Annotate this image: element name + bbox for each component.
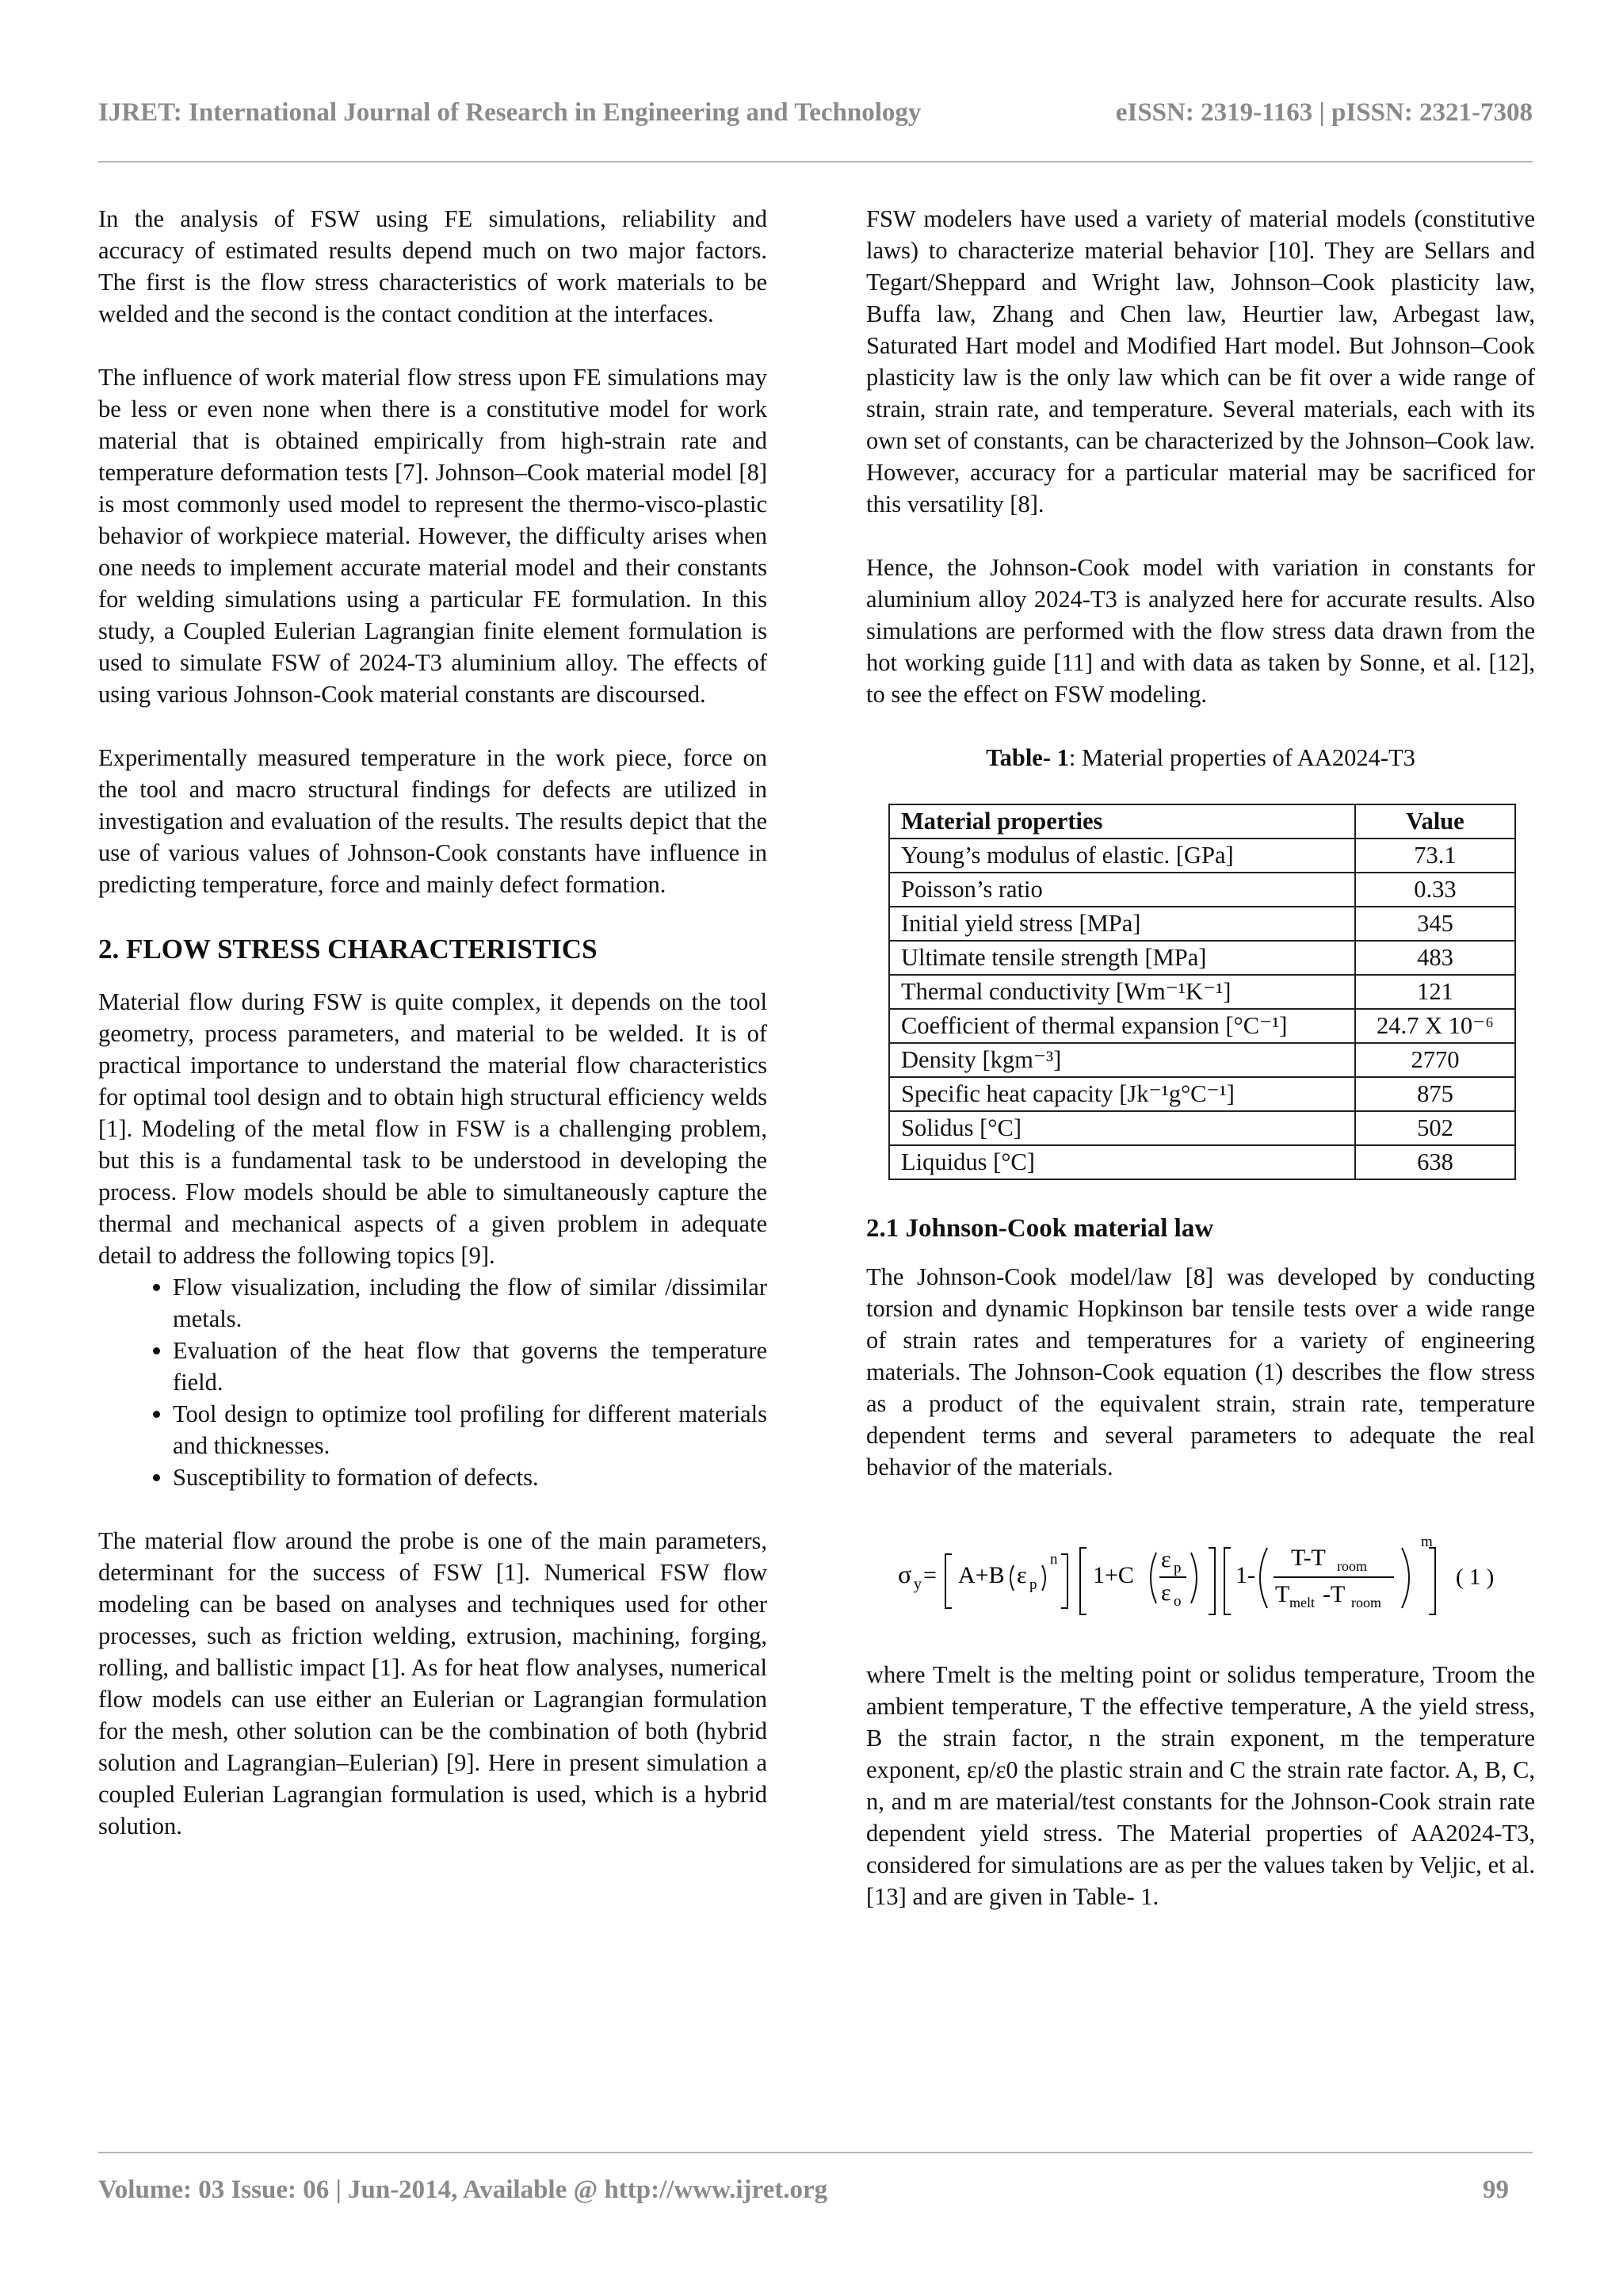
property-value: 73.1 — [1355, 839, 1515, 873]
list-item: • Susceptibility to formation of defects. — [173, 1461, 767, 1493]
equation-graphic — [866, 1515, 1535, 1626]
header-value: Value — [1355, 804, 1515, 839]
eq-eps-den-sub: o — [1174, 1593, 1182, 1610]
eq-t-minus: T-T — [1291, 1545, 1326, 1571]
table-header-row — [889, 804, 1515, 839]
eq-minus-t: -T — [1323, 1581, 1346, 1607]
intro-paragraph-3: Experimentally measured temperature in the work piece, force on the tool and macro structural findings for defects are utilized in investigation and evaluation of the results. The results depict that the use of various values of Johnson-Cook constants have influence in predicting temperature, force and mainly defect formation. — [98, 744, 767, 898]
probe-paragraph: The material flow around the probe is one of the main parameters, determinant for the success of FSW [1]. Numerical FSW flow modeling can be based on analyses and techniques used for other processes, such as friction welding, extrusion, machining, forging, rolling, and ballistic impact [1]. As for heat flow analyses, numerical flow models can use either an Eulerian or Lagrangian formulation for the mesh, other solution can be the combination of both (hybrid solution and Lagrangian–Eulerian) [9]. Here in present simulation a coupled Eulerian Lagrangian formulation is used, which is a hybrid solution. — [98, 1527, 767, 1839]
eq-one-minus: 1- — [1235, 1562, 1255, 1588]
right-column — [866, 203, 1535, 1944]
eq-bracket — [1080, 1548, 1086, 1614]
table-row — [889, 1043, 1515, 1077]
eq-eps-num-sub: p — [1174, 1560, 1182, 1576]
eq-paren — [1010, 1565, 1014, 1591]
eq-room-den: room — [1351, 1595, 1381, 1610]
property-value: 638 — [1355, 1145, 1515, 1179]
eq-eps-p-sub: p — [1029, 1576, 1037, 1593]
property-name: Poisson’s ratio — [889, 873, 1355, 907]
property-name: Liquidus [°C] — [889, 1145, 1355, 1179]
property-value: 502 — [1355, 1111, 1515, 1145]
intro-paragraph-2: The influence of work material flow stress upon FE simulations may be less or even none when there is a constitutive model for work material that is obtained empirically from high-strain rate and temperature deformation tests [7]. Johnson–Cook material model [8] is most commonly used model to represent the thermo-visco-plastic behavior of workpiece material. However, the difficulty arises when one needs to implement accurate material model and their constants for welding simulations using a particular FE formulation. In this study, a Coupled Eulerian Lagrangian finite element formulation is used to simulate FSW of 2024-T3 aluminium alloy. The effects of using various Johnson-Cook material constants are discoursed. — [98, 364, 767, 708]
journal-title: IJRET: International Journal of Research in Engineering and Technology — [98, 98, 922, 127]
subsection-heading: 2.1 Johnson-Cook material law — [866, 1214, 1214, 1243]
table-caption-label: Table- 1 — [986, 744, 1069, 771]
eq-paren — [1151, 1553, 1156, 1603]
eq-number: ( 1 ) — [1456, 1564, 1495, 1590]
property-value: 875 — [1355, 1077, 1515, 1111]
table-row — [889, 907, 1515, 941]
eq-sigma: σ — [898, 1560, 912, 1588]
property-name: Young’s modulus of elastic. [GPa] — [889, 839, 1355, 873]
models-paragraph: FSW modelers have used a variety of material models (constitutive laws) to characterize material behavior [10]. They are Sellars and Tegart/Sheppard and Wright law, Johnson–Cook plasticity law, Buffa law, Zhang and Chen law, Heurtier law, Arbegast law, Saturated Hart model and Modified Hart model. But Johnson–Cook plasticity law is the only law which can be fit over a wide range of strain, strain rate, and temperature. Several materials, each with its own set of constants, can be characterized by the Johnson–Cook law. However, accuracy for a particular material may be sacrificed for this versatility [8]. — [866, 205, 1535, 518]
material-properties-table — [888, 804, 1516, 1180]
eq-eps-p: ε — [1017, 1562, 1027, 1588]
volume-info: Volume: 03 Issue: 06 | Jun-2014, Available @ http://www.ijret.org — [98, 2176, 828, 2204]
footer-rule — [98, 2152, 1533, 2153]
property-value: 2770 — [1355, 1043, 1515, 1077]
eq-bracket — [1061, 1554, 1067, 1608]
property-value: 483 — [1355, 941, 1515, 975]
left-column — [98, 203, 767, 1874]
eq-paren — [1042, 1565, 1045, 1591]
page-header — [98, 98, 1533, 136]
eq-room-num: room — [1337, 1558, 1367, 1574]
property-name: Thermal conductivity [Wm⁻¹K⁻¹] — [889, 975, 1355, 1009]
eq-paren — [1191, 1553, 1197, 1603]
list-item: • Evaluation of the heat flow that governs the temperature field. — [173, 1335, 767, 1398]
eq-paren — [1260, 1548, 1267, 1608]
intro-paragraph-1: In the analysis of FSW using FE simulations, reliability and accuracy of estimated results depend much on two major factors. The first is the flow stress characteristics of work materials to be welded and the second is the contact condition at the interfaces. — [98, 205, 767, 327]
property-name: Density [kgm⁻³] — [889, 1043, 1355, 1077]
table-row — [889, 975, 1515, 1009]
johnson-cook-equation — [866, 1515, 1535, 1626]
eq-bracket — [945, 1554, 952, 1608]
eq-bracket — [1209, 1548, 1215, 1614]
eq-exp-m: m — [1421, 1534, 1433, 1550]
eq-t-den: T — [1275, 1581, 1290, 1607]
section-heading: 2. FLOW STRESS CHARACTERISTICS — [98, 934, 598, 965]
property-name: Initial yield stress [MPa] — [889, 907, 1355, 941]
table-row — [889, 1111, 1515, 1145]
page-number: 99 — [1483, 2176, 1509, 2204]
eq-a-plus-b: A+B — [958, 1562, 1005, 1588]
header-rule — [98, 161, 1533, 162]
table-row — [889, 839, 1515, 873]
eq-sigma-sub: y — [914, 1576, 922, 1593]
table-row — [889, 1009, 1515, 1043]
list-item: • Flow visualization, including the flow of similar /dissimilar metals. — [173, 1271, 767, 1335]
property-value: 345 — [1355, 907, 1515, 941]
property-value: 0.33 — [1355, 873, 1515, 907]
flow-paragraph: Material flow during FSW is quite complex, it depends on the tool geometry, process parameters, and material to be welded. It is of practical importance to understand the material flow characteristics for optimal tool design and to obtain high structural efficiency welds [1]. Modeling of the metal flow in FSW is a challenging problem, but this is a fundamental task to be understood in developing the process. Flow models should be able to simultaneously capture the thermal and mechanical aspects of a given problem in adequate detail to address the following topics [9]. — [98, 988, 767, 1269]
table-row — [889, 941, 1515, 975]
eq-eps-num: ε — [1161, 1546, 1171, 1572]
eq-one-plus-c: 1+C — [1093, 1562, 1134, 1588]
johnson-cook-paragraph: The Johnson-Cook model/law [8] was developed by conducting torsion and dynamic Hopkinson bar tensile tests over a wide range of strain rates and temperatures for a variety of engineering materials. The Johnson-Cook equation (1) describes the flow stress as a product of the equivalent strain, strain rate, temperature dependent terms and several parameters to adequate the real behavior of the materials. — [866, 1263, 1535, 1480]
table-row — [889, 1145, 1515, 1179]
table-caption-text: : Material properties of AA2024-T3 — [1068, 744, 1415, 771]
property-name: Coefficient of thermal expansion [°C⁻¹] — [889, 1009, 1355, 1043]
list-item: • Tool design to optimize tool profiling for different materials and thicknesses. — [173, 1398, 767, 1461]
header-property: Material properties — [889, 804, 1355, 839]
property-name: Ultimate tensile strength [MPa] — [889, 941, 1355, 975]
eq-eps-den: ε — [1161, 1580, 1171, 1606]
table-caption — [866, 742, 1535, 774]
eq-paren — [1402, 1548, 1409, 1608]
property-name: Solidus [°C] — [889, 1111, 1355, 1145]
eq-exp-n: n — [1050, 1551, 1058, 1568]
property-value: 24.7 X 10⁻⁶ — [1355, 1009, 1515, 1043]
topics-list — [98, 1271, 767, 1493]
property-value: 121 — [1355, 975, 1515, 1009]
property-name: Specific heat capacity [Jk⁻¹g°C⁻¹] — [889, 1077, 1355, 1111]
table-row — [889, 1077, 1515, 1111]
eq-bracket — [1224, 1548, 1231, 1614]
analysis-paragraph: Hence, the Johnson-Cook model with variation in constants for aluminium alloy 2024-T3 is analyzed here for accurate results. Also simulations are performed with the flow stress data drawn from the hot working guide [11] and with data as taken by Sonne, et al. [12], to see the effect on FSW modeling. — [866, 554, 1535, 708]
eq-melt: melt — [1289, 1595, 1315, 1610]
eq-equals: = — [923, 1562, 937, 1588]
table-row — [889, 873, 1515, 907]
where-paragraph: where Tmelt is the melting point or solidus temperature, Troom the ambient temperature, T the effective temperature, A the yield stress, B the strain factor, n the strain exponent, m the temperature exponent, εp/ε0 the plastic strain and C the strain rate factor. A, B, C, n, and m are material/test constants for the Johnson-Cook strain rate dependent yield stress. The Material properties of AA2024-T3, considered for simulations are as per the values taken by Veljic, et al. [13] and are given in Table- 1. — [866, 1661, 1535, 1910]
eq-bracket — [1429, 1548, 1435, 1614]
issn-label: eISSN: 2319-1163 | pISSN: 2321-7308 — [1115, 98, 1533, 127]
